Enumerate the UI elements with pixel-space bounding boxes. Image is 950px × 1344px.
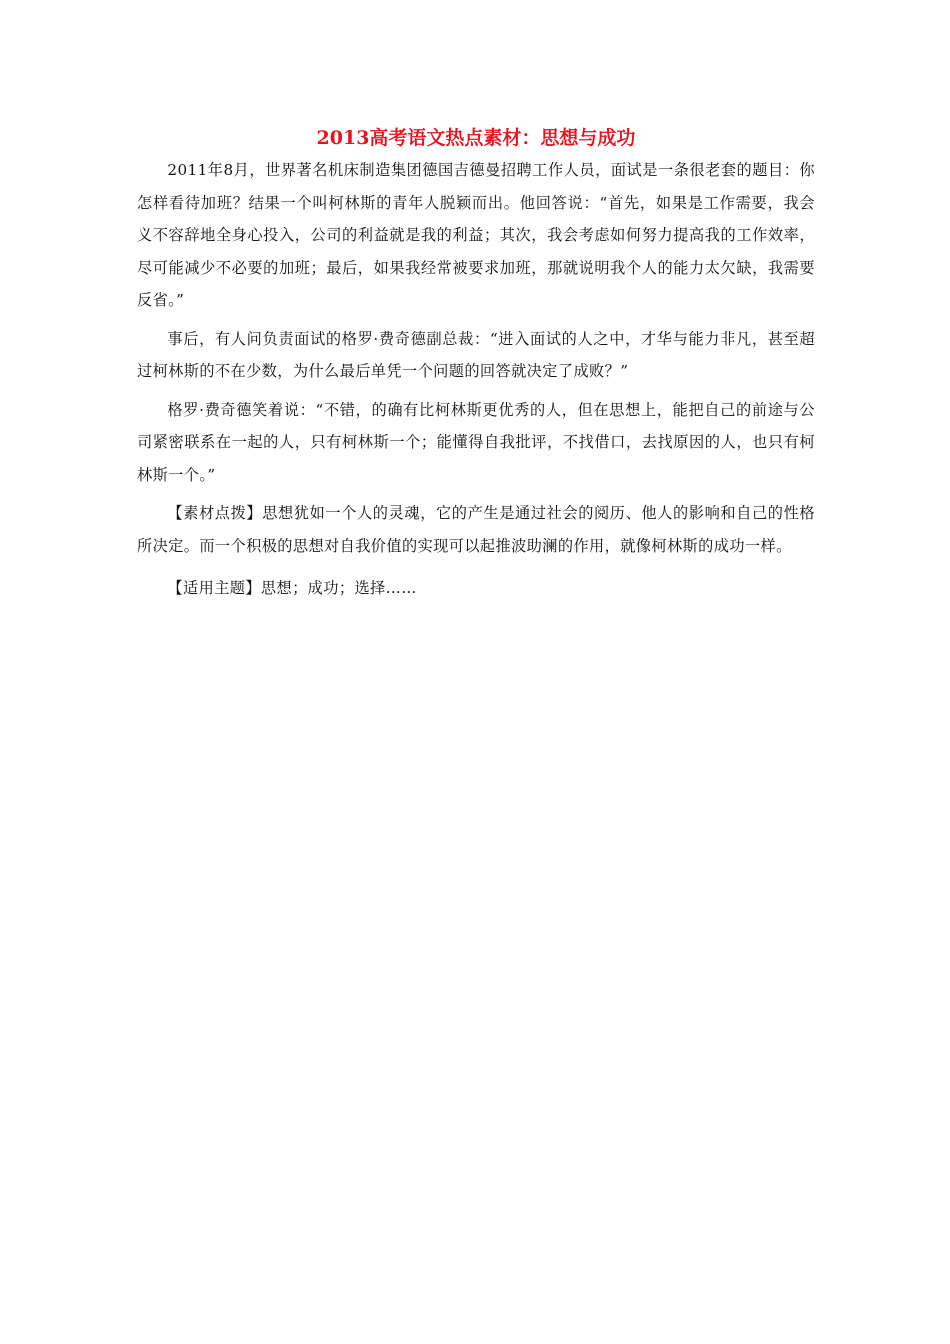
paragraph-question-to-vp: 事后，有人问负责面试的格罗·费奇德副总裁：“进入面试的人之中，才华与能力非凡，甚至超过柯林斯的不在少数，为什么最后单凭一个问题的回答就决定了成败？”: [137, 329, 815, 380]
paragraph-applicable-themes: 【适用主题】思想；成功；选择……: [167, 579, 417, 597]
paragraph-material-comment: 【素材点拨】思想犹如一个人的灵魂，它的产生是通过社会的阅历、他人的影响和自己的性格所决定。而一个积极的思想对自我价值的实现可以起推波助澜的作用，就像柯林斯的成功一样。: [137, 504, 815, 555]
document-title: 2013高考语文热点素材：思想与成功: [316, 127, 636, 149]
paragraph-interview-story: 2011年8月，世界著名机床制造集团德国吉德曼招聘工作人员，面试是一条很老套的题目：你怎样看待加班？结果一个叫柯林斯的青年人脱颖而出。他回答说：“首先，如果是工作需要，我会义不容辞地全身心投入，公司的利益就是我的利益；其次，我会考虑如何努力提高我的工作效率，尽可能减少不必要的加班；最后，如果我经常被要求加班，那就说明我个人的能力太欠缺，我需要反省。”: [137, 161, 815, 309]
document-body: [137, 122, 815, 605]
paragraph-vp-answer: 格罗·费奇德笑着说：“不错，的确有比柯林斯更优秀的人，但在思想上，能把自己的前途与公司紧密联系在一起的人，只有柯林斯一个；能懂得自我批评，不找借口，去找原因的人，也只有柯林斯一个。”: [137, 400, 815, 484]
